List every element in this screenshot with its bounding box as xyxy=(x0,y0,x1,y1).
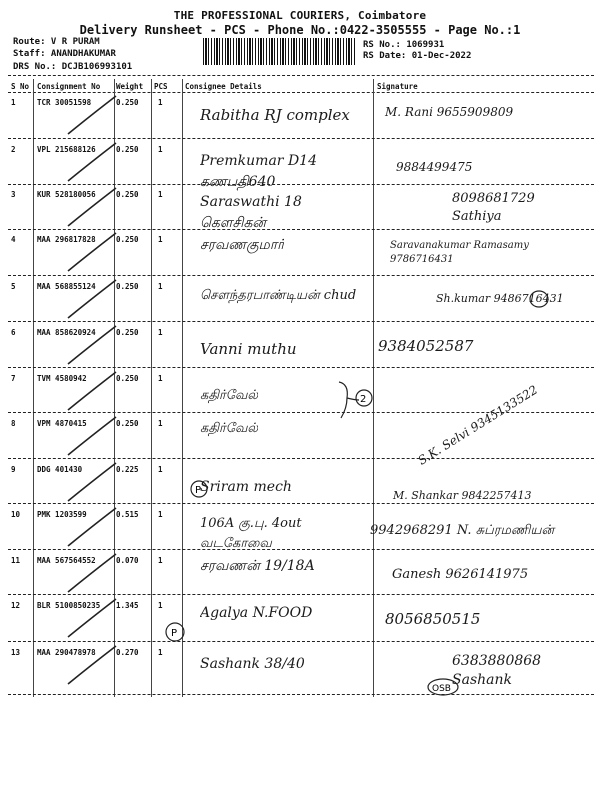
row-weight: 1.345 xyxy=(116,601,139,610)
rs-number: RS No.: 1069931 xyxy=(363,40,445,50)
rs-date: RS Date: 01-Dec-2022 xyxy=(363,51,472,61)
row-weight: 0.250 xyxy=(116,235,139,244)
circled-pb-stamp xyxy=(528,288,550,310)
row-consignment-no: MAA 568855124 xyxy=(37,282,96,291)
delivered-tick-mark xyxy=(60,324,120,370)
row-consignee-handwritten: Premkumar D14 கணபதி640 xyxy=(200,153,317,190)
row-consignment-no: BLR 5100850235 xyxy=(37,601,101,610)
row-weight: 0.250 xyxy=(116,145,139,154)
delivered-tick-mark xyxy=(60,231,120,277)
row-consignment-no: PMK 1203599 xyxy=(37,510,87,519)
row-signature-handwritten: 9884499475 xyxy=(396,160,473,174)
col-signature: Signature xyxy=(377,82,418,91)
header-divider-bottom xyxy=(8,92,594,93)
row-consignee-handwritten: சௌந்தரபாண்டியன் chud xyxy=(200,288,357,303)
delivered-tick-mark xyxy=(60,552,120,598)
row-pcs: 1 xyxy=(158,190,163,199)
row-consignee-handwritten: Agalya N.FOOD xyxy=(200,605,313,621)
row-divider xyxy=(8,229,594,230)
row-signature-handwritten: Ganesh 9626141975 xyxy=(392,567,529,582)
col-consignee: Consignee Details xyxy=(185,82,262,91)
row-weight: 0.250 xyxy=(116,328,139,337)
row-weight: 0.250 xyxy=(116,98,139,107)
row-consignment-no: TVM 4580942 xyxy=(37,374,87,383)
row-signature-handwritten: Saravanakumar Ramasamy 9786716431 xyxy=(390,240,529,265)
row-divider xyxy=(8,694,594,695)
row-divider xyxy=(8,138,594,139)
row-divider xyxy=(8,458,594,459)
row-pcs: 1 xyxy=(158,145,163,154)
row-pcs: 1 xyxy=(158,419,163,428)
delivered-tick-mark xyxy=(60,370,120,416)
row-consignee-handwritten: சரவணன் 19/18A xyxy=(200,558,315,574)
header-divider-top xyxy=(8,75,594,76)
row-divider xyxy=(8,594,594,595)
row-divider xyxy=(8,321,594,322)
row-pcs: 1 xyxy=(158,282,163,291)
row-consignee-handwritten: 106A கு.பு. 4out வடகோவை xyxy=(200,516,302,551)
delivered-tick-mark xyxy=(60,94,120,140)
row-consignment-no: MAA 567564552 xyxy=(37,556,96,565)
delivered-tick-mark xyxy=(60,506,120,552)
row-signature-handwritten: 9384052587 xyxy=(378,337,474,355)
row-signature-handwritten: 8098681729 Sathiya xyxy=(452,191,535,224)
row-sno: 8 xyxy=(11,419,16,428)
row-consignee-handwritten: Saraswathi 18 கௌசிகன் xyxy=(200,194,302,231)
row-consignee-handwritten: Rabitha RJ complex xyxy=(200,106,350,124)
row-pcs: 1 xyxy=(158,374,163,383)
circled-number-annotation xyxy=(335,378,375,424)
svg-text:2: 2 xyxy=(360,394,367,405)
row-sno: 2 xyxy=(11,145,16,154)
row-consignee-handwritten: Sashank 38/40 xyxy=(200,656,305,672)
row-signature-handwritten: Sh.kumar 9486716431 xyxy=(436,292,564,305)
row-pcs: 1 xyxy=(158,465,163,474)
row-sno: 3 xyxy=(11,190,16,199)
row-consignment-no: MAA 296817828 xyxy=(37,235,96,244)
col-divider xyxy=(33,79,34,697)
company-name: THE PROFESSIONAL COURIERS, Coimbatore xyxy=(173,9,427,22)
staff-label: Staff: ANANDHAKUMAR xyxy=(13,49,116,59)
drs-number: DRS No.: DCJB106993101 xyxy=(13,62,133,72)
row-consignee-handwritten: கதிர்வேல் xyxy=(200,421,259,436)
row-signature-handwritten: 6383880868 Sashank xyxy=(452,653,542,688)
row-consignment-no: DDG 401430 xyxy=(37,465,83,474)
col-sno: S No xyxy=(11,82,30,91)
delivered-tick-mark xyxy=(60,415,120,461)
row-signature-handwritten: M. Shankar 9842257413 xyxy=(393,489,532,502)
row-divider xyxy=(8,549,594,550)
row-weight: 0.250 xyxy=(116,374,139,383)
row-consignee-handwritten: சரவணகுமார் xyxy=(200,237,285,253)
row-pcs: 1 xyxy=(158,510,163,519)
route-label: Route: V R PURAM xyxy=(13,37,100,47)
row-weight: 0.225 xyxy=(116,465,139,474)
row-sno: 10 xyxy=(11,510,21,519)
row-sno: 7 xyxy=(11,374,16,383)
row-weight: 0.250 xyxy=(116,419,139,428)
row-sno: 5 xyxy=(11,282,16,291)
row-consignee-handwritten: Sriram mech xyxy=(200,479,292,495)
svg-text:P: P xyxy=(171,628,178,639)
row-consignment-no: MAA 290478978 xyxy=(37,648,96,657)
col-weight: Weight xyxy=(116,82,144,91)
row-sno: 11 xyxy=(11,556,21,565)
row-divider xyxy=(8,275,594,276)
row-consignment-no: TCR 30051598 xyxy=(37,98,92,107)
barcode xyxy=(203,38,356,65)
col-consignment: Consignment No xyxy=(37,82,101,91)
row-consignment-no: VPM 4870415 xyxy=(37,419,87,428)
svg-text:P: P xyxy=(195,485,202,496)
row-signature-handwritten: M. Rani 9655909809 xyxy=(385,105,514,119)
runsheet-title: Delivery Runsheet - PCS - Phone No.:0422-3505555 - Page No.:1 xyxy=(79,23,521,37)
osb-stamp xyxy=(425,676,461,698)
delivered-tick-mark xyxy=(60,461,120,507)
row-sno: 4 xyxy=(11,235,16,244)
row-pcs: 1 xyxy=(158,328,163,337)
row-sno: 6 xyxy=(11,328,16,337)
row-weight: 0.270 xyxy=(116,648,139,657)
svg-text:OSB: OSB xyxy=(432,684,451,694)
row-consignee-handwritten: Vanni muthu xyxy=(200,340,297,358)
row-consignment-no: MAA 858620924 xyxy=(37,328,96,337)
row-divider xyxy=(8,641,594,642)
row-pcs: 1 xyxy=(158,648,163,657)
row-sno: 12 xyxy=(11,601,21,610)
row-sno: 1 xyxy=(11,98,16,107)
row-divider xyxy=(8,184,594,185)
row-signature-handwritten: S.K. Selvi 9345133522 xyxy=(415,382,541,468)
row-consignee-handwritten: கதிர்வேல் xyxy=(200,388,259,403)
row-weight: 0.250 xyxy=(116,282,139,291)
row-weight: 0.070 xyxy=(116,556,139,565)
row-weight: 0.250 xyxy=(116,190,139,199)
row-divider xyxy=(8,367,594,368)
row-divider xyxy=(8,503,594,504)
col-pcs: PCS xyxy=(154,82,168,91)
delivered-tick-mark xyxy=(60,597,120,643)
row-pcs: 1 xyxy=(158,601,163,610)
row-consignment-no: VPL 215688126 xyxy=(37,145,96,154)
row-pcs: 1 xyxy=(158,235,163,244)
circled-p-annotation xyxy=(188,478,210,500)
delivered-tick-mark xyxy=(60,644,120,690)
row-weight: 0.515 xyxy=(116,510,139,519)
delivered-tick-mark xyxy=(60,278,120,324)
row-sno: 13 xyxy=(11,648,21,657)
row-pcs: 1 xyxy=(158,98,163,107)
col-divider xyxy=(151,79,152,697)
row-pcs: 1 xyxy=(158,556,163,565)
row-signature-handwritten: 8056850515 xyxy=(385,610,481,628)
row-signature-handwritten: 9942968291 N. சுப்ரமணியன் xyxy=(370,523,555,538)
delivered-tick-mark xyxy=(60,141,120,187)
col-divider xyxy=(182,79,183,697)
delivered-tick-mark xyxy=(60,186,120,232)
circled-p-annotation xyxy=(163,620,187,644)
row-consignment-no: KUR 528180056 xyxy=(37,190,96,199)
row-sno: 9 xyxy=(11,465,16,474)
